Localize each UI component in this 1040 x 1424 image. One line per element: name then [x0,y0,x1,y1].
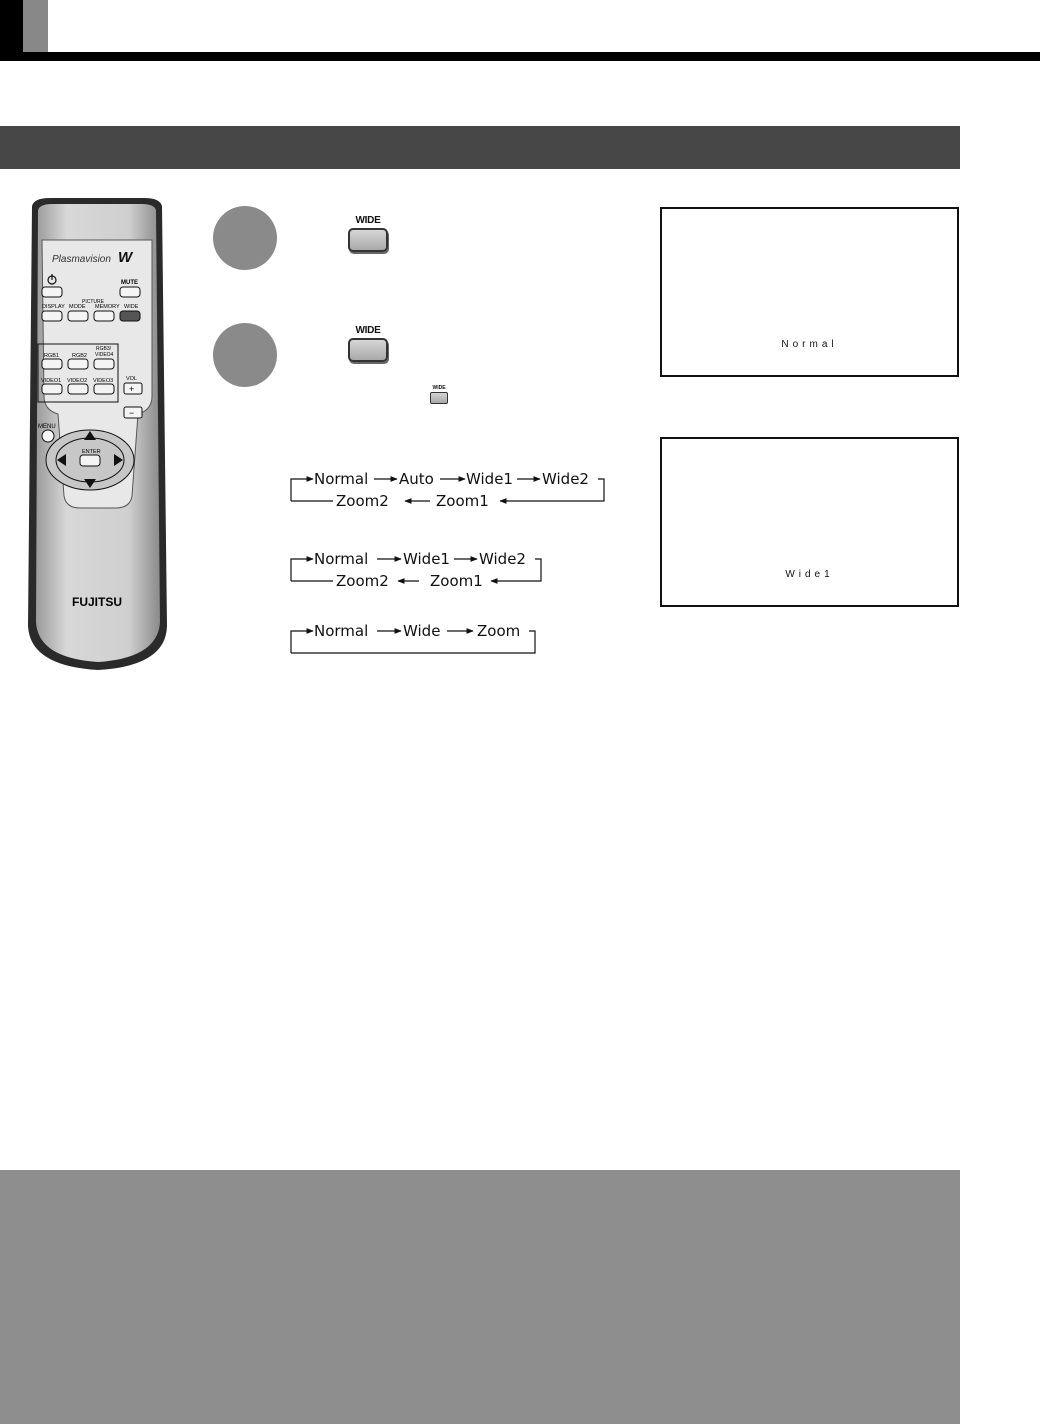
remote-mute-label: MUTE [121,280,138,286]
step-2-inline-wide-key-button [430,392,448,404]
cycle3-item-zoom: Zoom [477,622,521,640]
cycle2-loop-start-arrow [291,559,313,581]
remote-video1-label: VIDEO1 [41,378,62,384]
step-2-circle [213,323,277,387]
step-2-inline-wide-key-label: WIDE [432,385,446,391]
remote-power-button[interactable] [42,287,62,297]
note-panel [0,1170,960,1424]
cycle1-item-zoom1: Zoom1 [436,492,489,510]
remote-video3-label: VIDEO3 [93,378,114,384]
cycle1-loop-start-arrow [291,479,313,501]
remote-memory-label: MEMORY [95,304,120,310]
section-title-bar [0,126,960,169]
remote-video1-button[interactable] [42,384,62,394]
cycle1-item-wide2: Wide2 [542,470,589,488]
remote-wide-button[interactable] [120,311,140,321]
remote-control-illustration [20,196,176,674]
step-1-wide-key-label: WIDE [355,215,381,226]
remote-vol-minus-glyph: − [129,408,135,418]
remote-vol-plus-glyph: + [129,384,135,394]
remote-brand-mark: W [118,249,133,266]
remote-rgb3-label-1: RGB3/ [96,346,112,352]
cycle2-item-zoom2: Zoom2 [336,572,389,590]
remote-mode-button[interactable] [68,311,88,321]
cycle3-item-normal: Normal [314,622,369,640]
header-rule [0,52,1040,61]
remote-picture-label: PICTURE [82,299,104,305]
remote-rgb1-label: RGB1 [44,353,59,359]
cycle2-item-zoom1: Zoom1 [430,572,483,590]
remote-menu-button[interactable] [42,430,54,442]
remote-video2-button[interactable] [68,384,88,394]
cycle2-item-normal: Normal [314,550,369,568]
step-1-circle [213,206,277,270]
remote-rgb1-button[interactable] [42,359,62,369]
step-2-inline-wide-key [427,385,451,404]
screen-example-wide1 [660,437,959,607]
step-2-wide-key-label: WIDE [355,325,381,336]
header-tab-gray [23,0,48,54]
remote-rgb3-label-2: VIDEO4 [95,352,114,358]
cycle1-item-auto: Auto [399,470,434,488]
remote-menu-label: MENU [38,424,56,430]
remote-mode-label: MODE [69,304,86,310]
remote-display-button[interactable] [42,311,62,321]
remote-vol-label: VOL [126,376,138,382]
remote-display-label: DISPLAY [42,304,65,310]
remote-enter-label: ENTER [82,449,101,455]
cycle3-loop-start-arrow [291,631,313,653]
header-tab-black [0,0,23,54]
step-1-wide-key-button [348,228,388,252]
remote-rgb3-button[interactable] [94,359,114,369]
cycle2-item-wide2: Wide2 [479,550,526,568]
remote-maker-logo: FUJITSU [72,595,123,609]
remote-video3-button[interactable] [94,384,114,394]
remote-wide-label: WIDE [124,304,139,310]
remote-video2-label: VIDEO2 [67,378,88,384]
cycle2-item-wide1: Wide1 [403,550,450,568]
remote-mute-button[interactable] [120,287,140,297]
cycle1-item-wide1: Wide1 [466,470,513,488]
remote-rgb2-label: RGB2 [72,353,87,359]
cycle3-item-wide: Wide [403,622,441,640]
screen-example-normal [660,207,959,377]
cycle1-item-zoom2: Zoom2 [336,492,389,510]
screen-caption-normal: Normal [781,339,838,350]
step-1-wide-key [344,215,392,252]
remote-brand-text: Plasmavision [52,254,111,265]
remote-memory-button[interactable] [94,311,114,321]
cycle1-item-normal: Normal [314,470,369,488]
step-2-wide-key-button [348,338,388,362]
step-2-wide-key [344,325,392,362]
remote-rgb2-button[interactable] [68,359,88,369]
screen-caption-wide1: Wide1 [785,569,834,580]
remote-enter-button[interactable] [80,455,100,466]
